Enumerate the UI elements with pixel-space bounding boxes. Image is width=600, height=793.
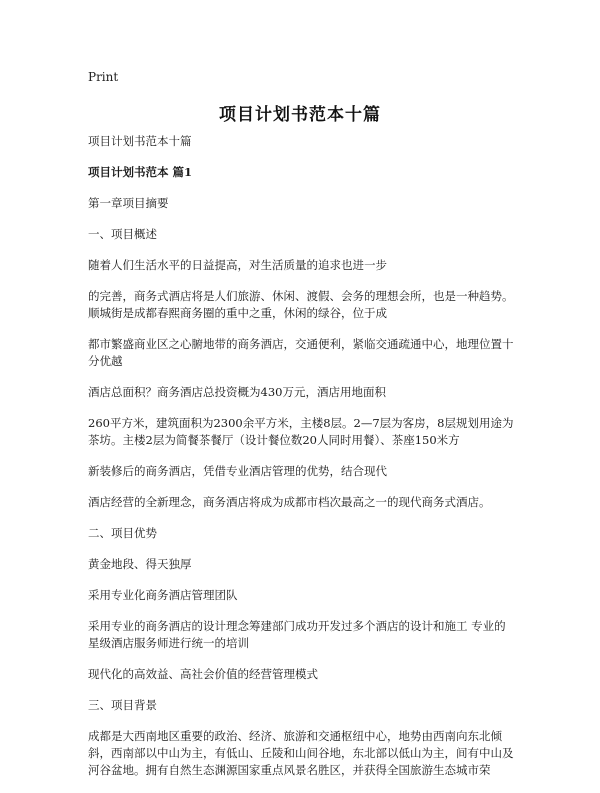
paragraph: 黄金地段、得天独厚 (88, 557, 192, 571)
paragraph: 三、项目背景 (88, 698, 157, 712)
paragraph: 成都是大西南地区重要的政治、经济、旅游和交通枢纽中心，地势由西南向东北倾斜，西南部以中山为主，有低山、丘陵和山间谷地，东北部以低山为主，间有中山及河谷盆地。拥有自然生态渊源国家重点风景名胜区，并获得全国旅游生态城市荣 (88, 729, 514, 777)
paragraph: 260平方米，建筑面积为2300余平方米，主楼8层。2—7层为客房，8层规划用途为茶坊。主楼2层为简餐茶餐厅（设计餐位数20人同时用餐）、茶座150米方 (88, 416, 514, 447)
paragraph: 酒店经营的全新理念，商务酒店将成为成都市档次最高之一的现代商务式酒店。 (88, 495, 491, 509)
paragraph: 采用专业的商务酒店的设计理念筹建部门成功开发过多个酒店的设计和施工 专业的星级酒店服务师进行统一的培训 (88, 619, 506, 650)
paragraph: 都市繁盛商业区之心腑地带的商务酒店，交通便利，紧临交通疏通中心，地理位置十分优越 (88, 337, 514, 368)
page-title: 项目计划书范本十篇 (219, 105, 381, 125)
document-body (88, 133, 516, 793)
paragraph: 项目计划书范本十篇 (88, 134, 192, 148)
paragraph: 第一章项目摘要 (88, 196, 169, 210)
section-heading: 项目计划书范本 篇1 (88, 165, 193, 179)
paragraph: 采用专业化商务酒店管理团队 (88, 588, 238, 602)
print-label[interactable]: Print (88, 70, 119, 84)
paragraph: 新装修后的商务酒店，凭借专业酒店管理的优势，结合现代 (88, 464, 387, 478)
paragraph: 随着人们生活水平的日益提高，对生活质量的追求也进一步 (88, 258, 387, 272)
paragraph: 的完善，商务式酒店将是人们旅游、休闲、渡假、会务的理想会所，也是一种趋势。顺城街是成都春熙商务圈的重中之重，休闲的绿谷，位于成 (88, 289, 514, 320)
paragraph: 二、项目优势 (88, 526, 157, 540)
paragraph: 酒店总面积？商务酒店总投资概为430万元，酒店用地面积 (88, 385, 386, 399)
paragraph: 一、项目概述 (88, 227, 157, 241)
paragraph: 现代化的高效益、高社会价值的经营管理模式 (88, 667, 318, 681)
